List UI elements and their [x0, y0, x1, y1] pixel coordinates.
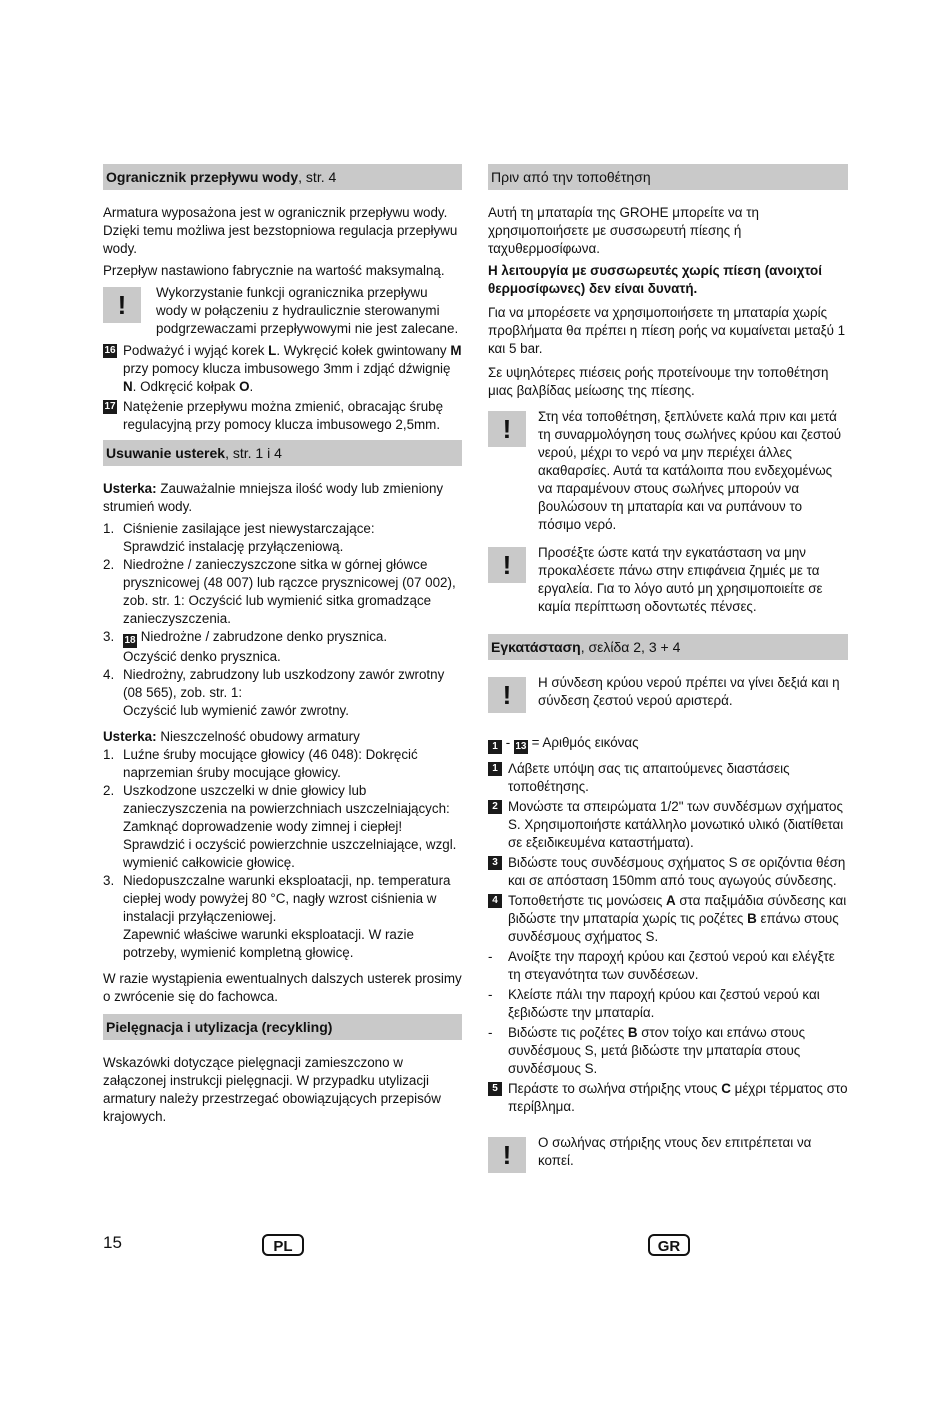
paragraph: Wskazówki dotyczące pielęgnacji zamieszczono w załączonej instrukcji pielęgnacji. W przypadku utylizacji armatury należy przestrzegać obowiązujących przepisów krajowych. — [103, 1055, 441, 1124]
list-item: 1. Luźne śruby mocujące głowicy (46 048): Dokręcić naprzemian śruby mocujące głowicy. — [103, 747, 418, 780]
language-badge-gr: GR — [648, 1234, 690, 1256]
figure-step: 16 Podważyć i wyjąć korek L. Wykręcić kołek gwintowany M przy pomocy klucza imbusowego 3mm i zdjąć dźwignię N. Odkręcić kołpak O. — [104, 343, 462, 394]
paragraph: Αυτή τη μπαταρία της GROHE μπορείτε να τη χρησιμοποιήσετε με συσσωρευτή πίεσης ή ταχυθερμοσίφωνα. — [488, 205, 759, 256]
figure-number: 16 — [104, 345, 116, 356]
figure-step: 5 Περάστε το σωλήνα στήριξης ντους C μέχρι τέρματος στο περίβλημα. — [488, 1080, 848, 1116]
warning-icon: ! — [488, 677, 526, 713]
section-header-installation: Εγκατάσταση, σελίδα 2, 3 + 4 — [488, 634, 848, 660]
list-item: 2. Uszkodzone uszczelki w dnie głowicy lub zanieczyszczenia na powierzchniach uszczelniających: Zamknąć doprowadzenie wody zimnej i ciepłej! Sprawdzić i oczyścić powierzchnie uszczelniające, wzgl. wymienić całkowicie głowicę. — [103, 783, 457, 870]
list-item: 4. Niedrożny, zabrudzony lub uszkodzony zawór zwrotny (08 565), zob. str. 1: Oczyścić lub wymienić zawór zwrotny. — [103, 667, 445, 718]
figure-step: 1 Λάβετε υπόψη σας τις απαιτούμενες διαστάσεις τοποθέτησης. — [488, 760, 848, 796]
fault-description: Usterka: Zauważalnie mniejsza ilość wody lub zmieniony strumień wody. — [103, 481, 444, 514]
warning-note: ! Ο σωλήνας στήριξης ντους δεν επιτρέπεται να κοπεί. — [488, 1134, 848, 1170]
fault-description: Usterka: Nieszczelność obudowy armatury — [103, 729, 360, 744]
figure-step: 17 Natężenie przepływu można zmienić, obracając śrubę regulacyjną przy pomocy klucza imbusowego 2,5mm. — [104, 399, 444, 432]
figure-number: 13 — [515, 741, 527, 752]
section-header-troubleshooting: Usuwanie usterek, str. 1 i 4 — [103, 440, 462, 466]
warning-icon: ! — [488, 547, 526, 583]
figure-step: 2 Μονώστε τα σπειρώματα 1/2" των συνδέσμων σχήματος S. Χρησιμοποιήστε κατάλληλο μονωτικό υλικό (διατίθεται σε εξειδικευμένα καταστήματα). — [488, 798, 848, 852]
figure-number: 17 — [104, 401, 116, 412]
warning-note: ! Προσέξτε ώστε κατά την εγκατάσταση να μην προκαλέσετε πάνω στην επιφάνεια ζημιές με τα εργαλεία. Για το λόγο αυτό μη χρησιμοποιείτε σε καμία περίπτωση οδοντωτές πένσες. — [488, 544, 848, 616]
list-item: 3. 18 Niedrożne / zabrudzone denko prysznica. Oczyścić denko prysznica. — [103, 629, 388, 664]
warning-note: ! Η σύνδεση κρύου νερού πρέπει να γίνει δεξιά και η σύνδεση ζεστού νερού αριστερά. — [488, 674, 848, 714]
section-header-before-installation: Πριν από την τοποθέτηση — [488, 164, 848, 190]
figure-number: 2 — [488, 800, 502, 814]
section-header-care: Pielęgnacja i utylizacja (recykling) — [103, 1014, 462, 1040]
section-header-flow-limiter: Ogranicznik przepływu wody, str. 4 — [103, 164, 462, 190]
list-item: 2. Niedrożne / zanieczyszczone sitka w górnej główce prysznicowej (48 007) lub rączce prysznicowej (07 002), zob. str. 1: Oczyścić lub wymienić sitka gromadzące zanieczyszczenia. — [103, 557, 456, 626]
paragraph: W razie wystąpienia ewentualnych dalszych usterek prosimy o zwrócenie się do fachowca. — [103, 971, 462, 1004]
figure-number: 3 — [488, 856, 502, 870]
paragraph-bold: Η λειτουργία με συσσωρευτές χωρίς πίεση (ανοιχτοί θερμοσίφωνες) δεν είναι δυνατή. — [488, 263, 822, 296]
list-item: 3. Niedopuszczalne warunki eksploatacji, np. temperatura ciepłej wody powyżej 80 °C, nagły wzrost ciśnienia w instalacji przyłączeniowej. Zapewnić właściwe warunki eksploatacji. W razie potrzeby, wymienić kompletną głowicę. — [103, 873, 451, 960]
fault-list — [103, 520, 462, 720]
paragraph: Σε υψηλότερες πιέσεις ροής προτείνουμε την τοποθέτηση μιας βαλβίδας μείωσης της πίεσης. — [488, 365, 829, 398]
dash-item: - Κλείστε πάλι την παροχή κρύου και ζεστού νερού και ξεβιδώστε την μπαταρία. — [488, 987, 820, 1020]
page-number: 15 — [103, 1233, 122, 1252]
figure-step: 4 Τοποθετήστε τις μονώσεις A στα παξιμάδια σύνδεσης και βιδώστε την μπαταρία χωρίς τις ροζέτες B επάνω στους συνδέσμους σχήματος S. — [488, 892, 848, 946]
figure-number: 5 — [488, 1082, 502, 1096]
paragraph: Για να μπορέσετε να χρησιμοποιήσετε τη μπαταρία χωρίς προβλήματα θα πρέπει η πίεση ροής να κυμαίνεται μεταξύ 1 και 5 bar. — [488, 305, 846, 356]
warning-note: ! Wykorzystanie funkcji ogranicznika przepływu wody w połączeniu z hydraulicznie sterowanymi podgrzewaczami przepływowymi nie jest zalecane. — [103, 284, 462, 338]
warning-icon: ! — [488, 411, 526, 447]
list-item: 1. Ciśnienie zasilające jest niewystarczające: Sprawdzić instalację przyłączeniową. — [103, 521, 375, 554]
right-column — [488, 164, 848, 1174]
figure-step: 3 Βιδώστε τους συνδέσμους σχήματος S σε οριζόντια θέση και σε απόσταση 150mm από τους αγωγούς σύνδεσης. — [488, 854, 848, 890]
figure-number: 1 — [488, 740, 502, 754]
dash-list — [488, 948, 848, 1022]
paragraph: Przepływ nastawiono fabrycznie na wartość maksymalną. — [103, 263, 445, 278]
language-badge-pl: PL — [262, 1234, 304, 1256]
figure-number: 18 — [124, 635, 136, 646]
warning-icon: ! — [488, 1137, 526, 1173]
warning-note: ! Στη νέα τοποθέτηση, ξεπλύνετε καλά πριν και μετά τη συναρμολόγηση τους σωλήνες κρύου και ζεστού νερού, μέχρι το νερό να μην περιέχει άλλες ακαθαρσίες. Αυτά τα κατάλοιπα που ενδεχομένως να παραμένουν στους σωλήνες μπορούν να βουλώσουν τη μπαταρία και να ρυπάνουν το πόσιμο νερό. — [488, 408, 848, 534]
dash-item: - Βιδώστε τις ροζέτες B στον τοίχο και επάνω στους συνδέσμους S, μετά βιδώστε την μπαταρία στους συνδέσμους S. — [488, 1025, 806, 1076]
dash-item: - Ανοίξτε την παροχή κρύου και ζεστού νερού και ελέγξτε τη στεγανότητα των συνδέσεων. — [488, 949, 835, 982]
fault-list — [103, 746, 462, 962]
warning-icon: ! — [103, 287, 141, 323]
figure-range-legend: 1 - 13 = Αριθμός εικόνας — [488, 734, 848, 754]
figure-number: 4 — [488, 894, 502, 908]
paragraph: Armatura wyposażona jest w ogranicznik przepływu wody. Dzięki temu możliwa jest bezstopniowa regulacja przepływu wody. — [103, 205, 458, 256]
left-column — [103, 164, 462, 1130]
figure-number: 1 — [488, 762, 502, 776]
